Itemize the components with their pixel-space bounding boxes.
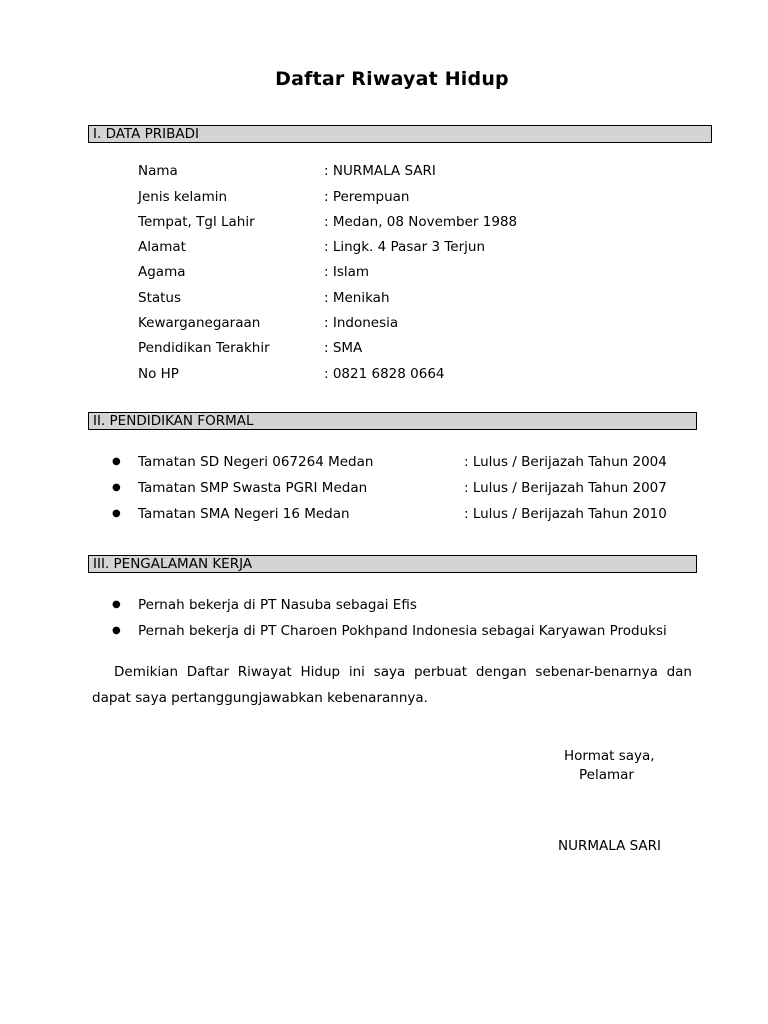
education-school: Tamatan SMP Swasta PGRI Medan	[138, 480, 368, 496]
row-value: : 0821 6828 0664	[324, 366, 445, 382]
row-value: : SMA	[324, 340, 363, 356]
bullet-icon: ●	[112, 599, 121, 610]
row-value: : NURMALA SARI	[324, 163, 436, 179]
row-value: : Lingk. 4 Pasar 3 Terjun	[324, 239, 486, 255]
section-heading-data-pribadi: I. DATA PRIBADI	[88, 125, 712, 143]
row-label: Alamat	[138, 239, 186, 255]
row-value: : Indonesia	[324, 315, 399, 331]
bullet-icon: ●	[112, 625, 121, 636]
page-title: Daftar Riwayat Hidup	[275, 68, 509, 90]
bullet-icon: ●	[112, 482, 121, 493]
row-label: No HP	[138, 366, 179, 382]
bullet-icon: ●	[112, 456, 121, 467]
row-label: Kewarganegaraan	[138, 315, 261, 331]
experience-text: Pernah bekerja di PT Charoen Pokhpand Indonesia sebagai Karyawan Produksi	[138, 623, 667, 639]
row-value: : Islam	[324, 264, 370, 280]
row-value: : Perempuan	[324, 189, 410, 205]
row-label: Nama	[138, 163, 178, 179]
section-heading-pengalaman-kerja: III. PENGALAMAN KERJA	[88, 555, 697, 573]
row-label: Tempat, Tgl Lahir	[138, 214, 255, 230]
applicant-role: Pelamar	[579, 767, 634, 783]
row-value: : Medan, 08 November 1988	[324, 214, 518, 230]
row-label: Agama	[138, 264, 186, 280]
section-heading-pendidikan-formal: II. PENDIDIKAN FORMAL	[88, 412, 697, 430]
row-value: : Menikah	[324, 290, 390, 306]
education-status: : Lulus / Berijazah Tahun 2004	[464, 454, 667, 470]
closing-paragraph: Demikian Daftar Riwayat Hidup ini saya perbuat dengan sebenar-benarnya dan dapat saya pertanggungjawabkan kebenarannya.	[92, 664, 692, 706]
signature-name: NURMALA SARI	[558, 838, 662, 854]
row-label: Jenis kelamin	[138, 189, 228, 205]
bullet-icon: ●	[112, 508, 121, 519]
row-label: Status	[138, 290, 182, 306]
education-status: : Lulus / Berijazah Tahun 2007	[464, 480, 667, 496]
regards-text: Hormat saya,	[564, 748, 655, 764]
education-status: : Lulus / Berijazah Tahun 2010	[464, 506, 667, 522]
education-school: Tamatan SMA Negeri 16 Medan	[138, 506, 350, 522]
row-label: Pendidikan Terakhir	[138, 340, 270, 356]
experience-text: Pernah bekerja di PT Nasuba sebagai Efis	[138, 597, 417, 613]
education-school: Tamatan SD Negeri 067264 Medan	[138, 454, 374, 470]
